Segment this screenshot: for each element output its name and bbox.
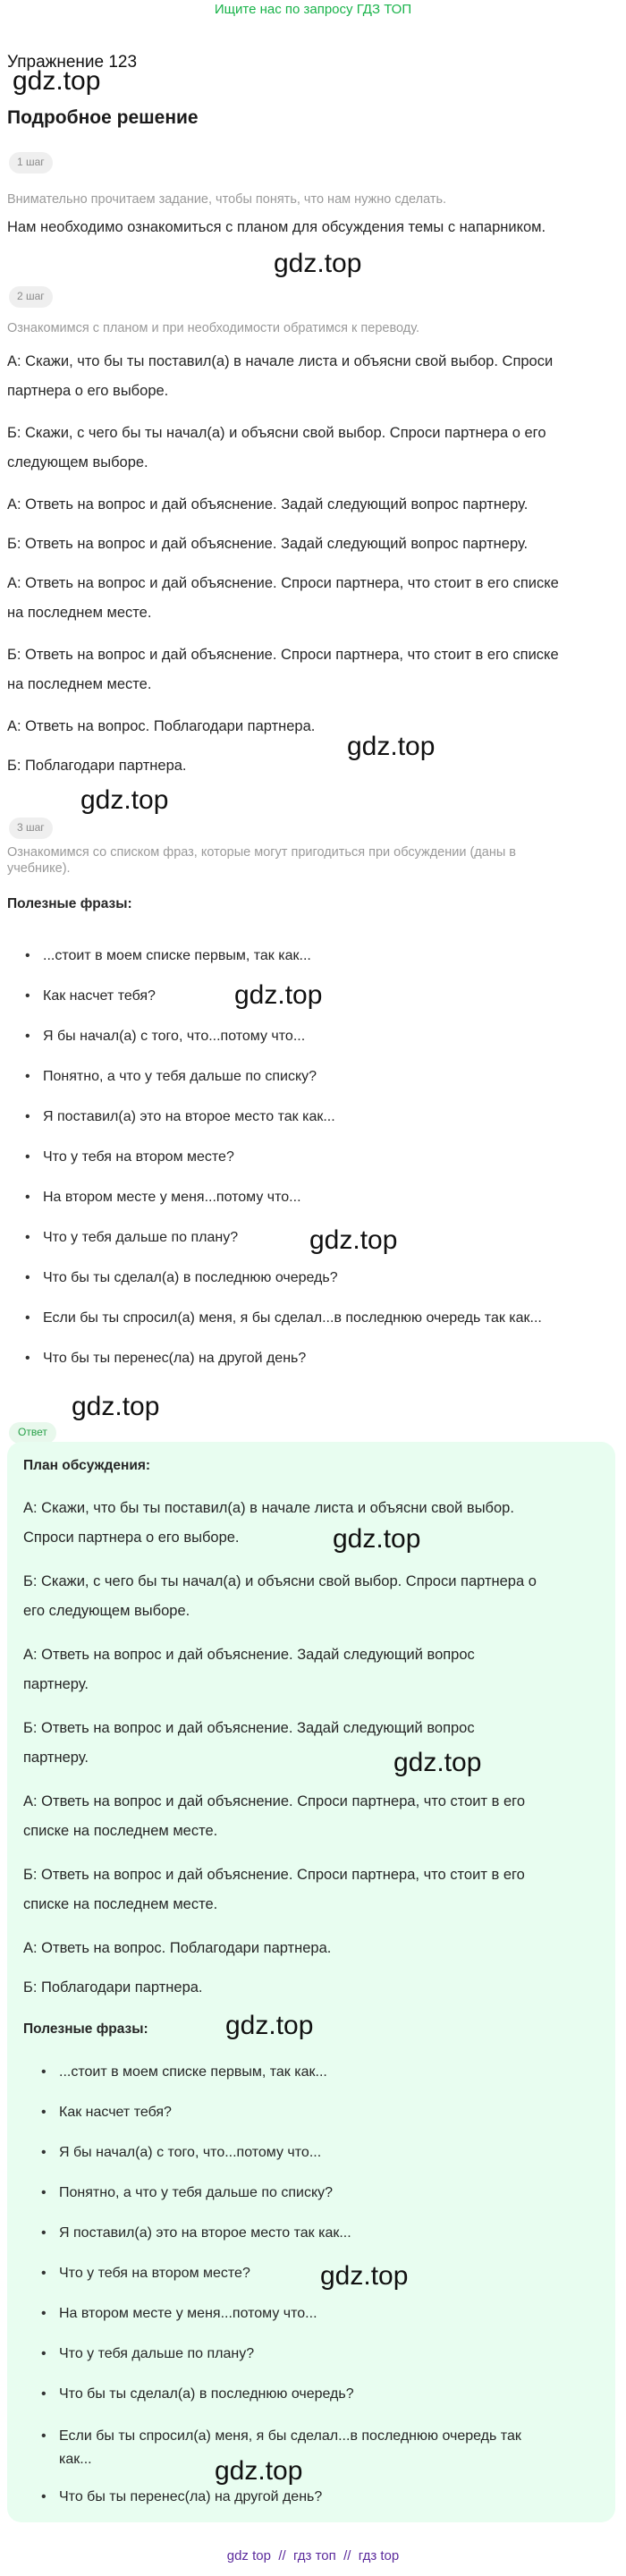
plan-item: Б: Поблагодари партнера. bbox=[23, 1979, 203, 1996]
list-item: • Что у тебя дальше по плану? bbox=[7, 1228, 619, 1268]
plan-item: Б: Ответь на вопрос и дай объяснение. Спроси партнера, что стоит в его списке на последнем месте. bbox=[7, 647, 559, 692]
list-item: • Что бы ты перенес(ла) на другой день? bbox=[7, 1349, 619, 1389]
plan-item: А: Ответь на вопрос и дай объяснение. Спроси партнера, что стоит в его списке на последнем месте. bbox=[7, 575, 559, 621]
plan-item: А: Ответь на вопрос. Поблагодари партнера. bbox=[7, 718, 316, 734]
plan-item: Б: Ответь на вопрос и дай объяснение. Задай следующий вопрос партнеру. bbox=[7, 536, 529, 552]
watermark: gdz.top bbox=[320, 2261, 409, 2291]
footer-separator: // bbox=[343, 2548, 351, 2563]
list-item: • Я бы начал(а) с того, что...потому что... bbox=[7, 1027, 619, 1067]
answer-plan-list bbox=[23, 1494, 605, 2012]
watermark: gdz.top bbox=[72, 1392, 160, 1421]
watermark: gdz.top bbox=[347, 732, 436, 761]
plan-list bbox=[7, 345, 619, 785]
list-item: • Что у тебя на втором месте? bbox=[23, 2264, 605, 2304]
footer-link[interactable]: gdz top bbox=[226, 2548, 271, 2563]
answer-phrases-heading: Полезные фразы: bbox=[23, 2021, 148, 2037]
list-item: • Понятно, а что у тебя дальше по списку? bbox=[7, 1067, 619, 1107]
list-item: • На втором месте у меня...потому что... bbox=[7, 1188, 619, 1228]
footer-link[interactable]: гдз топ bbox=[293, 2548, 336, 2563]
list-item: • Что бы ты перенес(ла) на другой день? bbox=[23, 2487, 605, 2528]
step-badge: 1 шаг bbox=[9, 152, 53, 174]
plan-item: Б: Ответь на вопрос и дай объяснение. Спроси партнера, что стоит в его списке на последнем месте. bbox=[23, 1867, 525, 1912]
list-item: • Если бы ты спросил(а) меня, я бы сделал...в последнюю очередь так как... bbox=[7, 1309, 619, 1349]
answer-plan-heading: План обсуждения: bbox=[23, 1458, 151, 1473]
list-item: • Что бы ты сделал(а) в последнюю очередь? bbox=[23, 2385, 605, 2425]
list-item: • Я поставил(а) это на второе место так как... bbox=[23, 2224, 605, 2264]
plan-item: А: Ответь на вопрос. Поблагодари партнера. bbox=[23, 1940, 332, 1956]
step-hint: Ознакомимся со списком фраз, которые могут пригодиться при обсуждении (даны в учебнике). bbox=[7, 845, 516, 876]
plan-item: Б: Поблагодари партнера. bbox=[7, 758, 187, 774]
list-item: • Понятно, а что у тебя дальше по списку? bbox=[23, 2183, 605, 2224]
watermark: gdz.top bbox=[333, 1524, 421, 1554]
watermark: gdz.top bbox=[234, 980, 323, 1010]
list-item: • Как насчет тебя? bbox=[23, 2103, 605, 2143]
exercise-title: Упражнение 123 bbox=[7, 53, 138, 72]
footer-link[interactable]: гдз top bbox=[358, 2548, 400, 2563]
watermark: gdz.top bbox=[215, 2456, 303, 2486]
list-item: • Я бы начал(а) с того, что...потому что... bbox=[23, 2143, 605, 2183]
list-item: • ...стоит в моем списке первым, так как... bbox=[7, 946, 619, 987]
list-item: • Как насчет тебя? bbox=[7, 987, 619, 1027]
step-hint: Ознакомимся с планом и при необходимости обратимся к переводу. bbox=[7, 321, 420, 335]
step-hint: Внимательно прочитаем задание, чтобы понять, что нам нужно сделать. bbox=[7, 192, 447, 207]
plan-item: А: Скажи, что бы ты поставил(а) в начале листа и объясни свой выбор. Спроси партнера о его выборе. bbox=[7, 353, 554, 399]
step-badge: 3 шаг bbox=[9, 818, 53, 839]
list-item: • Что у тебя дальше по плану? bbox=[23, 2344, 605, 2385]
watermark: gdz.top bbox=[225, 2011, 314, 2040]
plan-item: Б: Скажи, с чего бы ты начал(а) и объясни свой выбор. Спроси партнера о его следующем выборе. bbox=[23, 1573, 537, 1619]
watermark: gdz.top bbox=[274, 249, 362, 278]
answer-box bbox=[7, 1442, 615, 2522]
phrases-list bbox=[7, 946, 619, 1389]
list-item: • На втором месте у меня...потому что... bbox=[23, 2304, 605, 2344]
list-item: • Что у тебя на втором месте? bbox=[7, 1148, 619, 1188]
step-text: Нам необходимо ознакомиться с планом для обсуждения темы с напарником. bbox=[7, 219, 546, 235]
answer-badge: Ответ bbox=[9, 1422, 56, 1444]
plan-item: А: Ответь на вопрос и дай объяснение. Задай следующий вопрос партнеру. bbox=[23, 1647, 475, 1692]
phrases-heading: Полезные фразы: bbox=[7, 896, 132, 911]
list-item: • ...стоит в моем списке первым, так как... bbox=[23, 2063, 605, 2103]
solution-heading: Подробное решение bbox=[7, 107, 199, 128]
list-item: • Если бы ты спросил(а) меня, я бы сделал...в последнюю очередь так как... bbox=[23, 2425, 605, 2487]
watermark: gdz.top bbox=[309, 1225, 398, 1255]
list-item: • Что бы ты сделал(а) в последнюю очередь? bbox=[7, 1268, 619, 1309]
answer-phrases-list bbox=[23, 2063, 605, 2528]
watermark: gdz.top bbox=[80, 785, 169, 815]
list-item: • Я поставил(а) это на второе место так как... bbox=[7, 1107, 619, 1148]
plan-item: Б: Ответь на вопрос и дай объяснение. Задай следующий вопрос партнеру. bbox=[23, 1720, 475, 1766]
footer-links bbox=[0, 2547, 626, 2565]
footer-separator: // bbox=[278, 2548, 286, 2563]
watermark: gdz.top bbox=[393, 1748, 482, 1777]
plan-item: А: Ответь на вопрос и дай объяснение. Задай следующий вопрос партнеру. bbox=[7, 496, 529, 513]
watermark: gdz.top bbox=[13, 66, 101, 96]
plan-item: А: Ответь на вопрос и дай объяснение. Спроси партнера, что стоит в его списке на последнем месте. bbox=[23, 1793, 525, 1839]
search-hint-banner: Ищите нас по запросу ГДЗ ТОП bbox=[214, 2, 412, 17]
plan-item: А: Скажи, что бы ты поставил(а) в начале листа и объясни свой выбор. Спроси партнера о его выборе. bbox=[23, 1500, 514, 1546]
plan-item: Б: Скажи, с чего бы ты начал(а) и объясни свой выбор. Спроси партнера о его следующем выборе. bbox=[7, 425, 546, 470]
step-badge: 2 шаг bbox=[9, 286, 53, 308]
